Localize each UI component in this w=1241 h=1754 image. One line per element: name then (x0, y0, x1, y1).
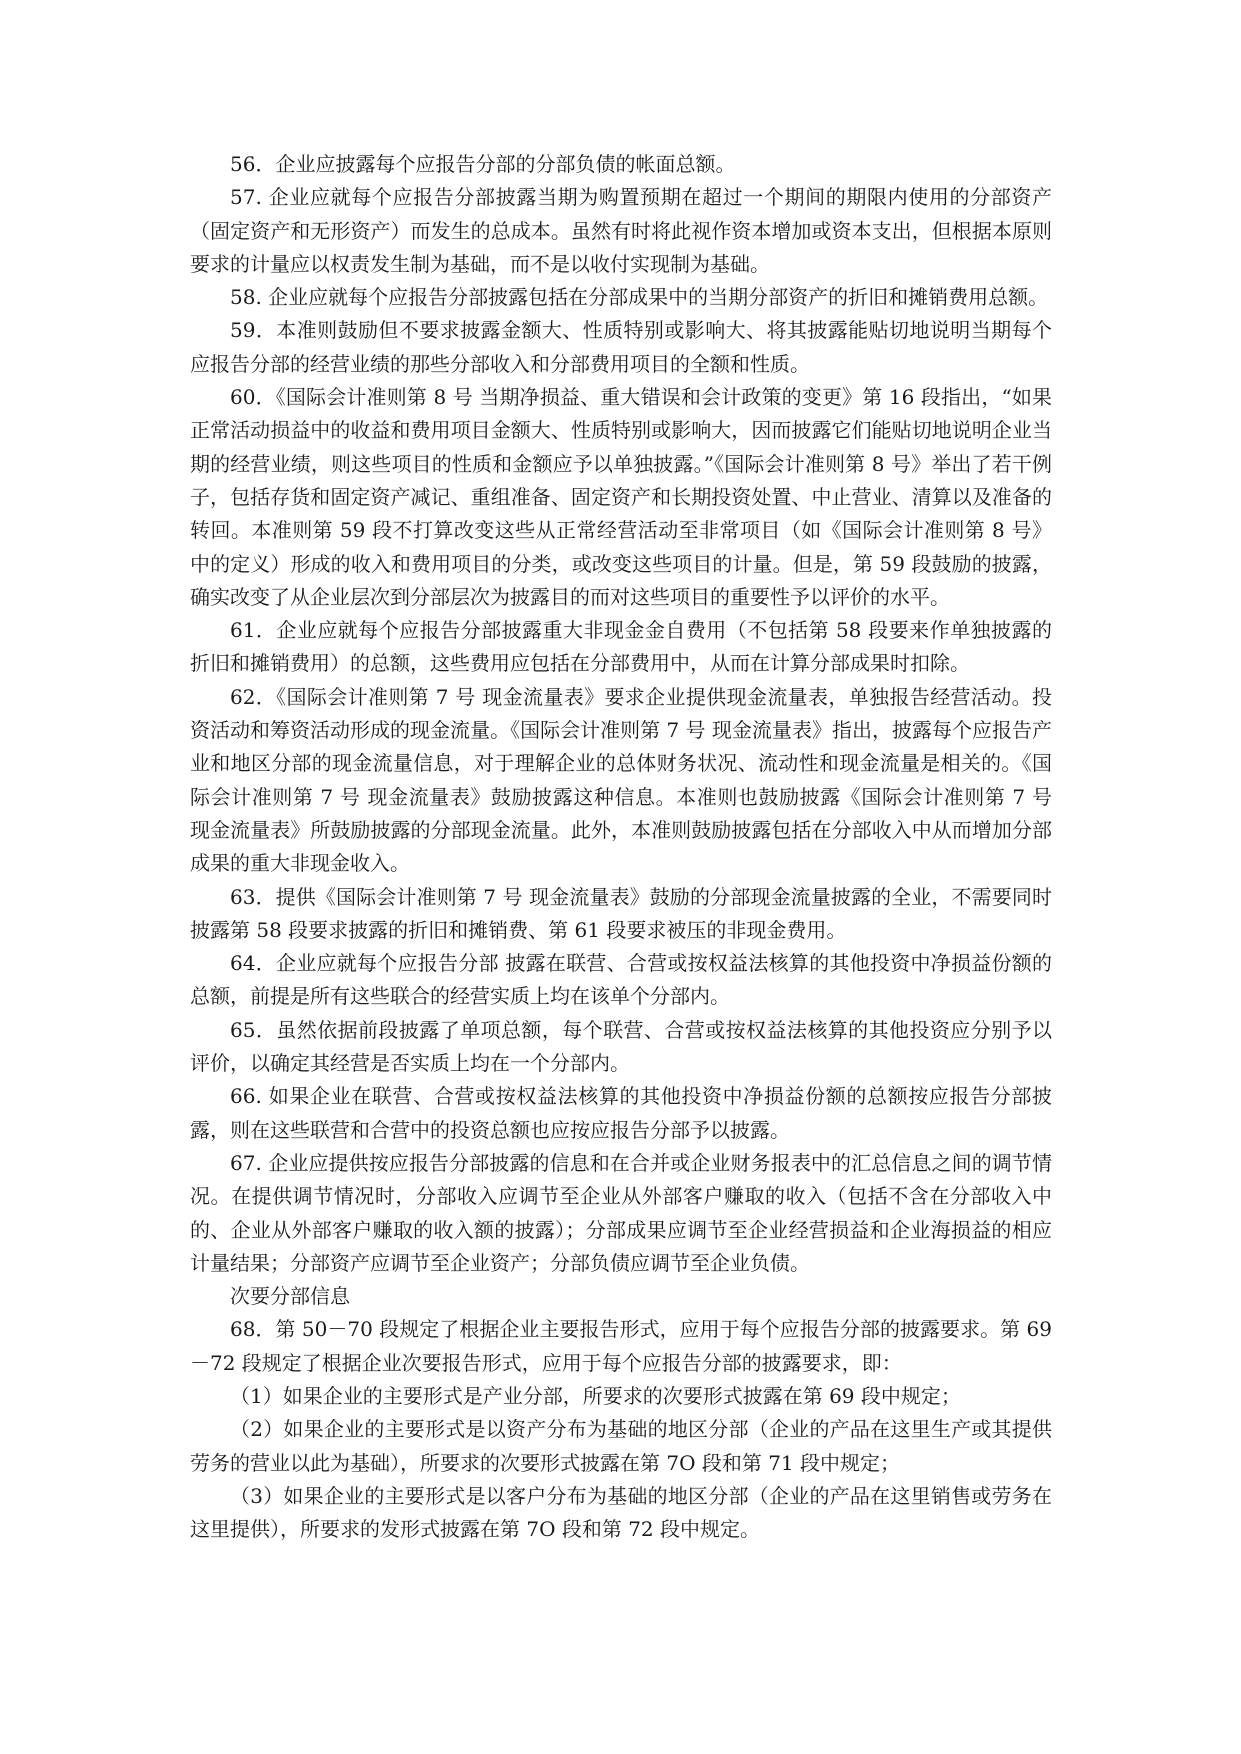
paragraph-56: 56．企业应披露每个应报告分部的分部负债的帐面总额。 (230, 152, 736, 176)
list-item-3: （3）如果企业的主要形式是以客户分布为基础的地区分部（企业的产品在这里销售或劳务在这里提供），所要求的发形式披露在第 7O 段和第 72 段中规定。 (190, 1483, 1052, 1542)
paragraph-63: 63．提供《国际会计准则第 7 号 现金流量表》鼓励的分部现金流量披露的全业，不需要同时披露第 58 段要求披露的折旧和摊销费、第 61 段要求被压的非现金费用。 (190, 884, 1052, 942)
list-item-1: （1）如果企业的主要形式是产业分部，所要求的次要形式披露在第 69 段中规定； (230, 1383, 961, 1408)
paragraph-61: 61．企业应就每个应报告分部披露重大非现金金自费用（不包括第 58 段要来作单独披露的折旧和摊销费用）的总额，这些费用应包括在分部费用中，从而在计算分部成果时扣除。 (190, 618, 1052, 676)
paragraph-66: 66. 如果企业在联营、合营或按权益法核算的其他投资中净损益份额的总额按应报告分部披露，则在这些联营和合营中的投资总额也应按应报告分部予以披露。 (190, 1084, 1052, 1142)
paragraph-62: 62．《国际会计准则第 7 号 现金流量表》要求企业提供现金流量表，单独报告经营活动。投资活动和筹资活动形成的现金流量。《国际会计准则第 7 号 现金流量表》指出，披露每个应报告产业和地区分部的现金流量信息，对于理解企业的总体财务状况、流动性和现金流量是相关的。《国际会计准则第 7 号 现金流量表》鼓励披露这种信息。本准则也鼓励披露《国际会计准则第 7 号 现金流量表》所鼓励披露的分部现金流量。此外，本准则鼓励披露包括在分部收入中从而增加分部成果的重大非现金收入。 (190, 684, 1052, 876)
paragraph-59: 59．本准则鼓励但不要求披露金额大、性质特别或影响大、将其披露能贴切地说明当期每个应报告分部的经营业绩的那些分部收入和分部费用项目的全额和性质。 (190, 318, 1052, 376)
paragraph-57: 57. 企业应就每个应报告分部披露当期为购置预期在超过一个期间的期限内使用的分部资产（固定资产和无形资产）而发生的总成本。虽然有时将此视作资本增加或资本支出，但根据本原则要求的计量应以权责发生制为基础，而不是以收付实现制为基础。 (190, 185, 1052, 276)
list-item-2: （2）如果企业的主要形式是以资产分布为基础的地区分部（企业的产品在这里生产或其提供劳务的营业以此为基础），所要求的次要形式披露在第 7O 段和第 71 段中规定； (190, 1417, 1052, 1475)
paragraph-68: 68．第 50－70 段规定了根据企业主要报告形式，应用于每个应报告分部的披露要求。第 69－72 段规定了根据企业次要报告形式，应用于每个应报告分部的披露要求，即： (190, 1317, 1052, 1375)
paragraph-60: 60．《国际会计准则第 8 号 当期净损益、重大错误和会计政策的变更》第 16 段指出，“如果正常活动损益中的收益和费用项目金额大、性质特别或影响大，因而披露它们能贴切地说明企业当期的经营业绩，则这些项目的性质和金额应予以单独披露。”《国际会计准则第 8 号》举出了若干例子，包括存货和固定资产减记、重组准备、固定资产和长期投资处置、中止营业、清算以及准备的转回。本准则第 59 段不打算改变这些从正常经营活动至非常项目（如《国际会计准则第 8 号》中的定义）形成的收入和费用项目的分类，或改变这些项目的计量。但是，第 59 段鼓励的披露，确实改变了从企业层次到分部层次为披露目的而对这些项目的重要性予以评价的水平。 (190, 385, 1052, 609)
paragraph-64: 64．企业应就每个应报告分部 披露在联营、合营或按权益法核算的其他投资中净损益份额的总额，前提是所有这些联合的经营实质上均在该单个分部内。 (190, 951, 1052, 1009)
paragraph-58: 58. 企业应就每个应报告分部披露包括在分部成果中的当期分部资产的折旧和摊销费用总额。 (230, 285, 1049, 310)
document-body (190, 148, 1052, 1546)
paragraph-67: 67. 企业应提供按应报告分部披露的信息和在合并或企业财务报表中的汇总信息之间的调节情况。在提供调节情况时，分部收入应调节至企业从外部客户赚取的收入（包括不含在分部收入中的、企业从外部客户赚取的收入额的披露）；分部成果应调节至企业经营损益和企业海损益的相应计量结果；分部资产应调节至企业资产；分部负债应调节至企业负债。 (190, 1150, 1052, 1275)
section-heading-secondary-segment-info: 次要分部信息 (230, 1284, 350, 1309)
paragraph-65: 65．虽然依据前段披露了单项总额，每个联营、合营或按权益法核算的其他投资应分别予以评价，以确定其经营是否实质上均在一个分部内。 (190, 1017, 1052, 1076)
